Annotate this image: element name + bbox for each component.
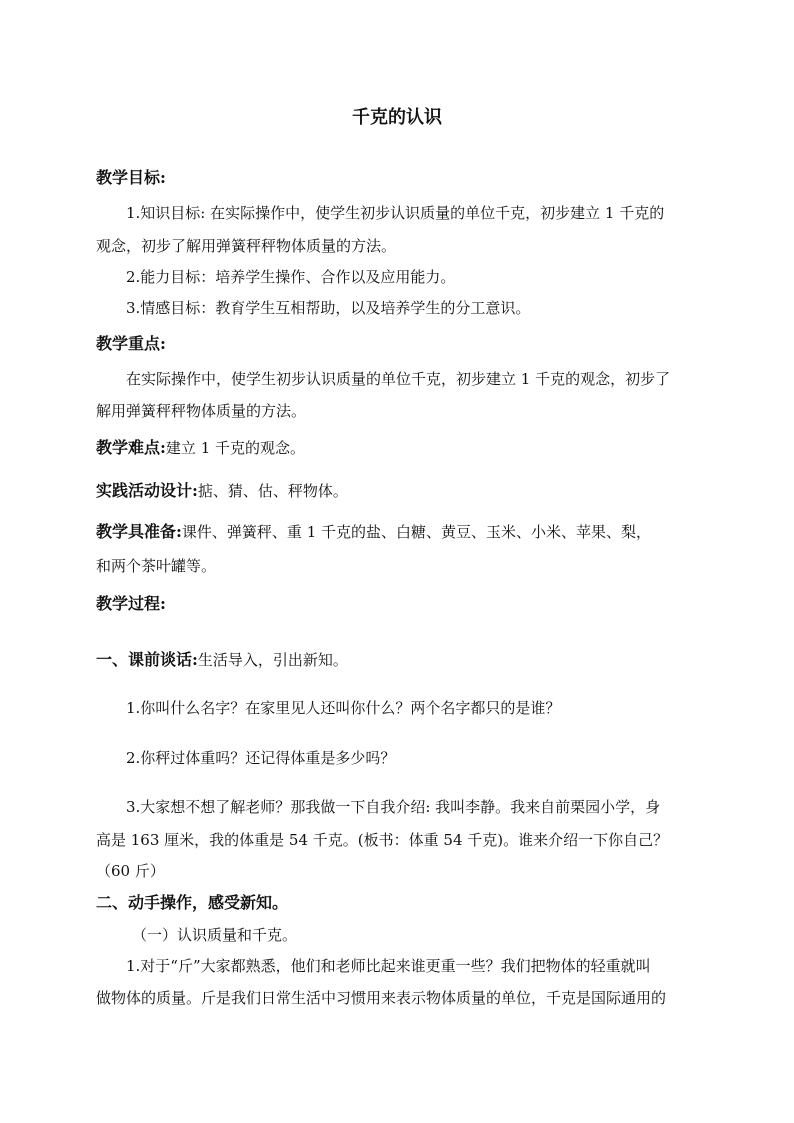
section-1-row [96, 650, 706, 670]
materials-line-2: 和两个茶叶罐等。 [96, 557, 217, 575]
activity-row [96, 481, 706, 501]
materials-row [96, 522, 706, 542]
difficulty-row [96, 438, 706, 458]
page-title: 千克的认识 [352, 107, 442, 128]
question-3-line-1: 3.大家想不想了解老师？那我做一下自我介绍: 我叫李静。我来自前栗园小学，身 [126, 798, 661, 816]
objective-3: 3.情感目标：教育学生互相帮助，以及培养学生的分工意识。 [126, 299, 531, 317]
activity-label: 实践活动设计: [96, 481, 198, 500]
process-heading: 教学过程: [96, 594, 166, 613]
subsection-1-heading: （一）认识质量和千克。 [132, 926, 298, 944]
question-1: 1.你叫什么名字？在家里见人还叫你什么？两个名字都只的是谁？ [126, 699, 561, 717]
objective-1-line-2: 观念，初步了解用弹簧秤秤物体质量的方法。 [96, 237, 397, 255]
materials-line-1: 课件、弹簧秤、重 1 千克的盐、白糖、黄豆、玉米、小米、苹果、梨， [181, 523, 652, 541]
question-3-line-3: （60 斤） [96, 862, 165, 880]
key-points-line-1: 在实际操作中，使学生初步认识质量的单位千克，初步建立 1 千克的观念，初步了 [126, 370, 671, 388]
objective-1-line-1: 1.知识目标: 在实际操作中，使学生初步认识质量的单位千克，初步建立 1 千克的 [126, 204, 665, 222]
question-2: 2.你秤过体重吗？还记得体重是多少吗？ [126, 749, 396, 767]
key-points-heading: 教学重点: [96, 334, 166, 353]
section-2-heading: 二、动手操作，感受新知。 [96, 893, 289, 912]
paragraph-1-line-2: 做物体的质量。斤是我们日常生活中习惯用来表示物体质量的单位，千克是国际通用的 [96, 989, 667, 1007]
activity-text: 掂、猜、估、秤物体。 [197, 482, 348, 500]
section-1-label: 一、课前谈话: [96, 650, 198, 669]
objective-2: 2.能力目标：培养学生操作、合作以及应用能力。 [126, 268, 456, 286]
key-points-line-2: 解用弹簧秤秤物体质量的方法。 [96, 402, 307, 420]
objectives-heading: 教学目标: [96, 168, 166, 187]
difficulty-label: 教学难点: [96, 438, 166, 457]
section-1-text: 生活导入，引出新知。 [197, 651, 348, 669]
paragraph-1-line-1: 1.对于“斤”大家都熟悉，他们和老师比起来谁更重一些？我们把物体的轻重就叫 [126, 957, 651, 975]
materials-label: 教学具准备: [96, 522, 182, 541]
question-3-line-2: 高是 163 厘米，我的体重是 54 千克。(板书：体重 54 千克)。谁来介绍一下你自己？ [96, 831, 669, 849]
difficulty-text: 建立 1 千克的观念。 [165, 439, 306, 457]
